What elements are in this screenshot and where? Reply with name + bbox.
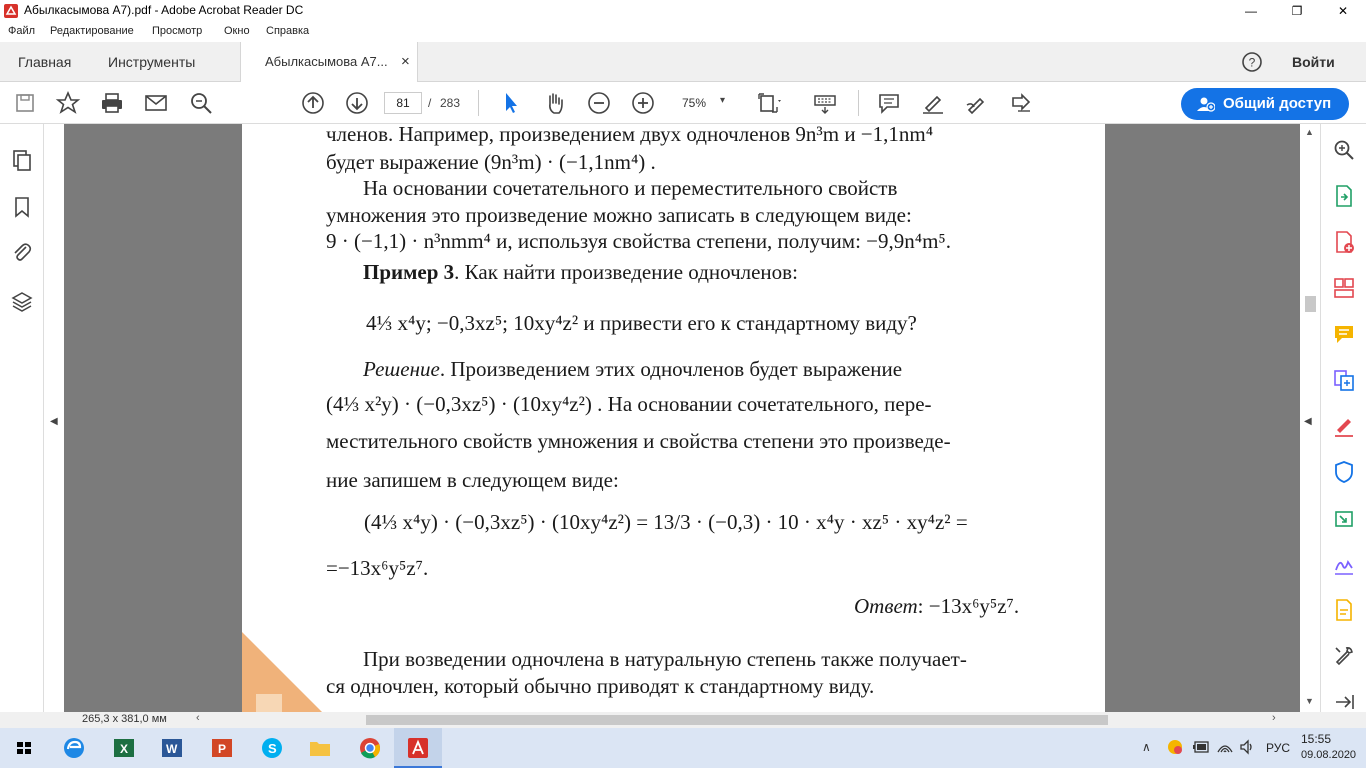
answer-text: : −13x⁶y⁵z⁷. <box>917 594 1020 618</box>
answer-label: Ответ <box>854 594 918 618</box>
svg-text:P: P <box>218 742 227 756</box>
scroll-thumb[interactable] <box>1305 296 1316 312</box>
pdf-page <box>242 124 1105 712</box>
save-icon[interactable] <box>12 90 38 116</box>
combine-files-icon[interactable] <box>1332 368 1356 392</box>
page-total: 283 <box>440 96 461 110</box>
menu-edit[interactable]: Редактирование <box>50 25 134 37</box>
battery-icon[interactable] <box>1192 739 1210 755</box>
solution-text: . Произведением этих одночленов будет выражение <box>439 357 903 381</box>
fill-sign-icon[interactable] <box>1008 90 1034 116</box>
tray-expand-icon[interactable]: ∧ <box>1142 740 1151 754</box>
solution-label: Решение <box>363 357 440 381</box>
svg-text:S: S <box>268 741 277 756</box>
solution-line <box>363 357 902 382</box>
scroll-up-icon[interactable]: ▲ <box>1305 127 1314 137</box>
menu-file[interactable]: Файл <box>8 25 36 37</box>
bookmark-icon[interactable] <box>10 195 34 219</box>
zoom-dropdown-icon[interactable]: ▾ <box>720 95 726 106</box>
collapse-right-icon[interactable]: ◀ <box>1304 416 1312 427</box>
tools-wrench-icon[interactable] <box>1332 644 1356 668</box>
share-button[interactable] <box>1181 88 1349 120</box>
tray-app-icon[interactable] <box>1166 738 1184 756</box>
vertical-scrollbar[interactable] <box>1300 124 1320 712</box>
comment-icon[interactable] <box>876 90 902 116</box>
scroll-right-icon[interactable]: › <box>1272 712 1276 724</box>
select-cursor-icon[interactable] <box>498 90 524 116</box>
example-label: Пример 3 <box>363 260 455 284</box>
page-thumbnails-icon[interactable] <box>10 148 34 172</box>
tab-document[interactable] <box>240 42 418 83</box>
svg-text:?: ? <box>1248 55 1256 70</box>
taskbar <box>0 728 1366 768</box>
text-line: умножения это произведение можно записать в следующем виде: <box>326 203 912 227</box>
scroll-left-icon[interactable]: ‹ <box>196 712 200 724</box>
zoom-out-icon[interactable] <box>586 90 612 116</box>
mail-icon[interactable] <box>143 90 169 116</box>
menu-view[interactable]: Просмотр <box>152 25 203 37</box>
skype-icon[interactable] <box>258 734 286 762</box>
chrome-icon[interactable] <box>356 734 384 762</box>
menu-window[interactable]: Окно <box>224 25 250 37</box>
attachment-icon[interactable] <box>10 241 34 265</box>
close-button[interactable]: ✕ <box>1337 4 1349 18</box>
acrobat-taskbar-icon <box>404 734 432 762</box>
export-pdf-icon[interactable] <box>1332 184 1356 208</box>
formula: (4⅓ x⁴y) · (−0,3xz⁵) · (10xy⁴z²) = 13/3 · (−0,3) · 10 · x⁴y · xz⁵ · xy⁴z² = <box>364 510 968 534</box>
toolbar <box>0 82 1366 124</box>
example-heading <box>363 260 798 285</box>
star-icon[interactable] <box>55 90 81 116</box>
file-explorer-icon[interactable] <box>306 734 334 762</box>
fit-page-icon[interactable] <box>756 90 782 116</box>
add-user-icon <box>1197 96 1215 112</box>
tab-document-label: Абылкасымова А7... <box>265 54 388 69</box>
powerpoint-icon[interactable] <box>208 734 236 762</box>
text-line: членов. Например, произведением двух одночленов 9n³m и −1,1nm⁴ <box>326 124 934 146</box>
signature-icon[interactable] <box>1332 552 1356 576</box>
toolbar-divider <box>858 90 859 116</box>
organize-pages-icon[interactable] <box>1332 276 1356 300</box>
decorative-corner <box>242 632 322 712</box>
tab-tools[interactable]: Инструменты <box>108 54 196 70</box>
page-number-input[interactable]: 81 <box>384 92 422 114</box>
search-icon[interactable] <box>188 90 214 116</box>
acrobat-icon <box>4 4 18 18</box>
clock-time[interactable]: 15:55 <box>1301 732 1332 746</box>
keyboard-icon[interactable] <box>812 90 838 116</box>
tab-close-icon[interactable]: × <box>401 53 410 70</box>
text-line: ся одночлен, который обычно приводят к стандартному виду. <box>326 674 875 698</box>
toolbar-divider <box>478 90 479 116</box>
svg-text:X: X <box>120 742 129 756</box>
wifi-icon[interactable] <box>1216 738 1234 756</box>
word-icon[interactable] <box>158 734 186 762</box>
excel-icon[interactable] <box>110 734 138 762</box>
stamp-document-icon[interactable] <box>1332 598 1356 622</box>
tab-bar <box>0 42 1366 82</box>
text-line: 9 · (−1,1) · n³nmm⁴ и, используя свойства степени, получим: −9,9n⁴m⁵. <box>326 229 951 253</box>
horizontal-scroll-thumb[interactable] <box>366 715 1108 725</box>
hand-tool-icon[interactable] <box>542 90 568 116</box>
text-line: (4⅓ x²y) · (−0,3xz⁵) · (10xy⁴z²) . На основании сочетательного, пере- <box>326 392 932 416</box>
svg-text:W: W <box>166 742 178 756</box>
signin-button[interactable]: Войти <box>1292 54 1335 70</box>
text-line: будет выражение (9n³m) · (−1,1nm⁴) . <box>326 150 656 174</box>
send-track-icon[interactable] <box>1332 506 1356 530</box>
text-line: ние запишем в следующем виде: <box>326 468 619 492</box>
page-up-icon[interactable] <box>300 90 326 116</box>
help-icon[interactable] <box>1241 51 1263 73</box>
status-bar <box>0 712 1366 728</box>
scroll-down-icon[interactable]: ▼ <box>1305 696 1314 706</box>
page-size-label: 265,3 x 381,0 мм <box>82 713 167 725</box>
zoom-level[interactable]: 75% <box>682 96 707 110</box>
edge-browser-icon[interactable] <box>60 734 88 762</box>
protect-icon[interactable] <box>1332 460 1356 484</box>
maximize-button[interactable]: ❐ <box>1291 4 1303 18</box>
text-line: местительного свойств умножения и свойства степени это произведе- <box>326 429 951 453</box>
page-separator: / <box>428 96 432 110</box>
title-bar <box>0 0 1366 22</box>
windows-start-icon[interactable] <box>10 734 38 762</box>
menu-help[interactable]: Справка <box>266 25 310 37</box>
print-icon[interactable] <box>99 90 125 116</box>
volume-icon[interactable] <box>1238 738 1256 756</box>
draw-icon[interactable] <box>964 90 990 116</box>
tab-home[interactable]: Главная <box>18 54 72 70</box>
zoom-in-icon[interactable] <box>630 90 656 116</box>
text-line: При возведении одночлена в натуральную степень также получает- <box>363 647 967 671</box>
share-button-label: Общий доступ <box>1223 95 1332 112</box>
expression: 4⅓ x⁴y; −0,3xz⁵; 10xy⁴z² и привести его к стандартному виду? <box>366 311 917 335</box>
create-pdf-icon[interactable] <box>1332 230 1356 254</box>
taskbar-acrobat-active[interactable] <box>394 728 442 768</box>
right-tools-panel <box>1320 124 1366 712</box>
input-language[interactable]: РУС <box>1266 741 1291 755</box>
comment-tool-icon[interactable] <box>1332 322 1356 346</box>
clock-date[interactable]: 09.08.2020 <box>1301 749 1357 761</box>
minimize-button[interactable]: — <box>1245 4 1257 18</box>
left-navigation-panel <box>0 124 44 712</box>
zoom-search-icon[interactable] <box>1332 138 1356 162</box>
example-text: . Как найти произведение одночленов: <box>454 260 798 284</box>
menu-bar <box>0 22 1366 42</box>
layers-icon[interactable] <box>10 290 34 314</box>
left-collapse-gutter <box>44 124 64 712</box>
collapse-arrow-icon[interactable] <box>1332 690 1356 714</box>
answer-line <box>854 594 1019 619</box>
fill-sign-tool-icon[interactable] <box>1332 414 1356 438</box>
highlight-pen-icon[interactable] <box>920 90 946 116</box>
collapse-left-icon[interactable]: ◀ <box>50 416 58 427</box>
text-line: На основании сочетательного и переместительного свойств <box>363 176 898 200</box>
window-title: Абылкасымова А7).pdf - Adobe Acrobat Reader DC <box>24 3 304 17</box>
formula: =−13x⁶y⁵z⁷. <box>326 556 429 580</box>
page-down-icon[interactable] <box>344 90 370 116</box>
